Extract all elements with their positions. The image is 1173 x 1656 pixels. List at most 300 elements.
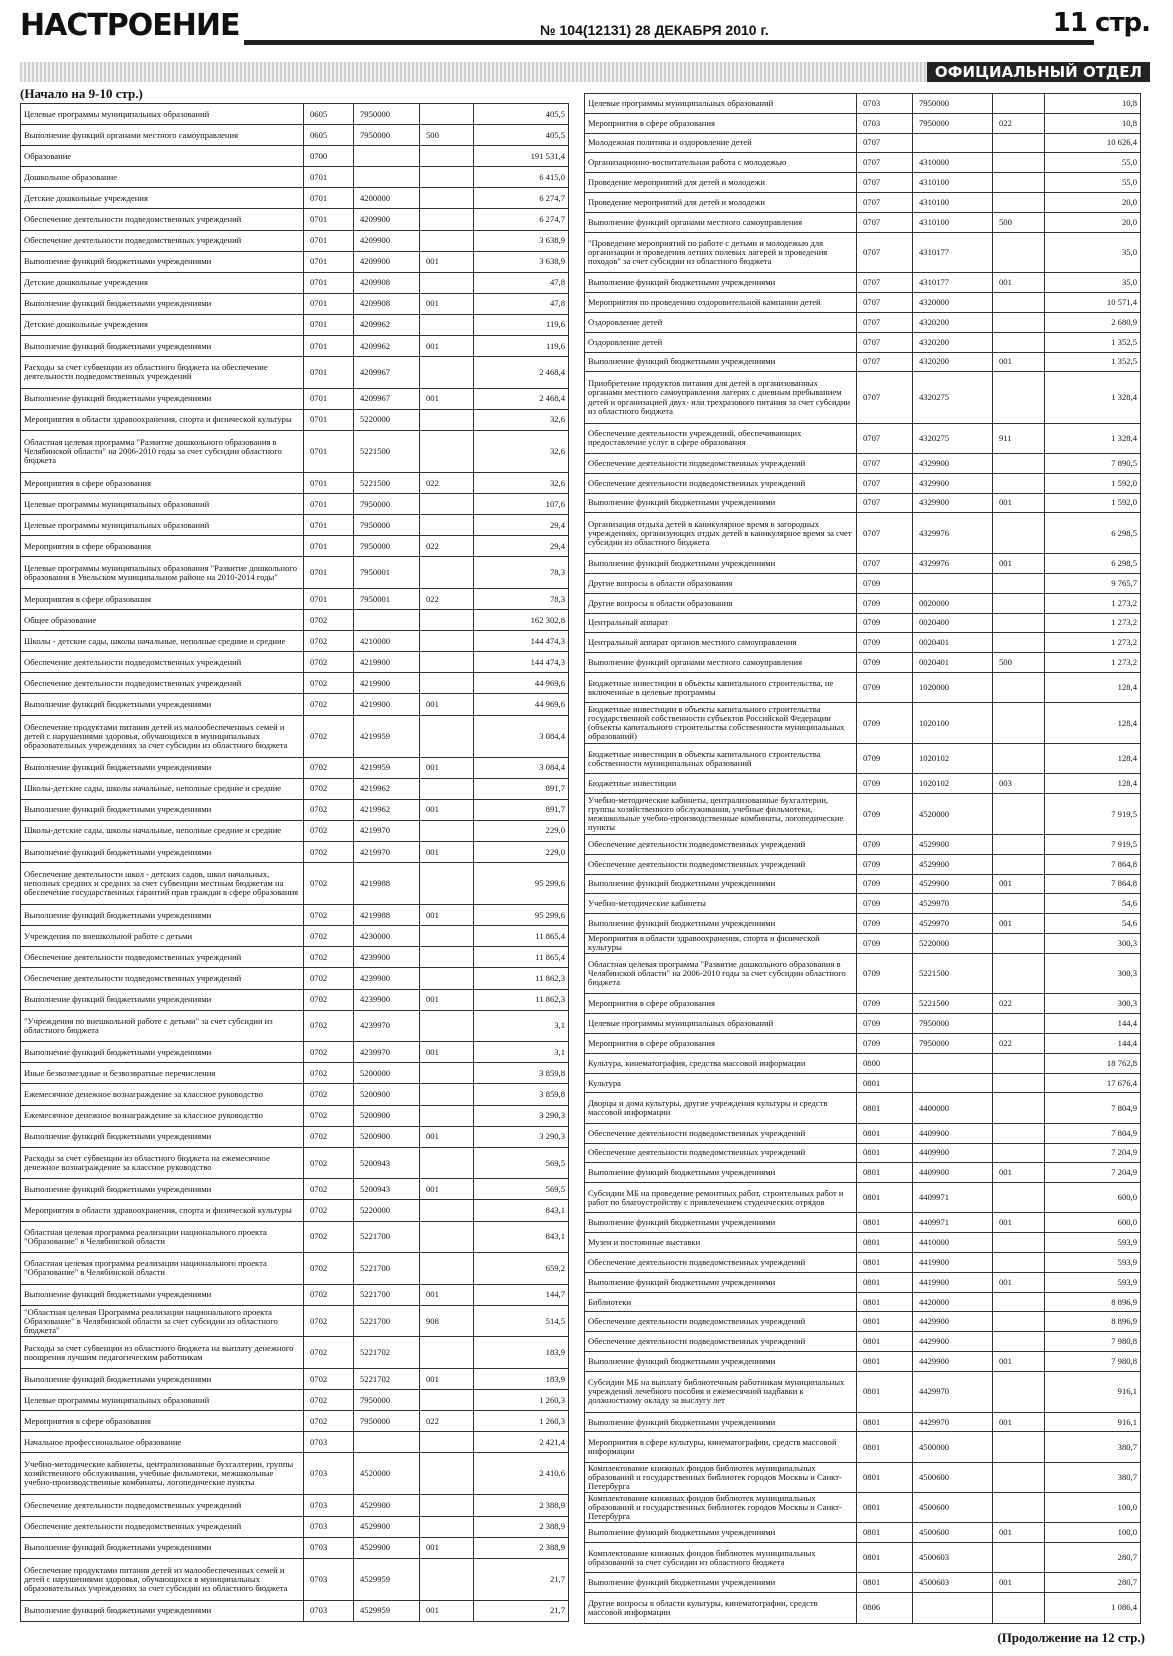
- table-row: [21, 125, 569, 146]
- target-code: 4239900: [354, 968, 420, 989]
- section-code: 0709: [857, 834, 913, 854]
- amount: 107,6: [474, 494, 569, 515]
- target-code: 4420000: [913, 1292, 993, 1312]
- expense-type: 001: [993, 1523, 1045, 1543]
- section-code: 0707: [857, 493, 913, 513]
- table-row: [21, 1253, 569, 1285]
- section-code: 0605: [304, 104, 354, 125]
- table-row: [585, 1352, 1141, 1372]
- amount: 21,7: [474, 1600, 569, 1621]
- expense-type: 001: [420, 757, 474, 778]
- table-row: [21, 820, 569, 841]
- table-row: [21, 715, 569, 757]
- target-code: 7950001: [354, 557, 420, 589]
- section-code: 0702: [304, 1221, 354, 1253]
- amount: 119,6: [474, 314, 569, 335]
- amount: 1 273,2: [1045, 613, 1141, 633]
- table-row: [585, 94, 1141, 114]
- target-code: 4529959: [354, 1558, 420, 1600]
- expense-type: [420, 188, 474, 209]
- amount: 20,0: [1045, 192, 1141, 212]
- expense-type: [993, 744, 1045, 774]
- section-code: 0702: [304, 863, 354, 905]
- expense-type: [420, 1010, 474, 1042]
- target-code: 7950000: [913, 1014, 993, 1034]
- target-code: 4500000: [913, 1432, 993, 1462]
- amount: 29,4: [474, 536, 569, 557]
- target-code: [913, 133, 993, 153]
- table-row: [585, 332, 1141, 352]
- section-code: 0707: [857, 153, 913, 173]
- item-name: Молодежная политика и оздоровление детей: [585, 133, 857, 153]
- section-code: 0702: [304, 1337, 354, 1369]
- table-row: [585, 774, 1141, 794]
- section-code: 0709: [857, 953, 913, 994]
- expense-type: 001: [993, 1352, 1045, 1372]
- amount: 8 896,9: [1045, 1292, 1141, 1312]
- item-name: Выполнение функций бюджетными учреждениями: [585, 1352, 857, 1372]
- section-code: 0707: [857, 453, 913, 473]
- section-code: 0709: [857, 703, 913, 744]
- table-row: [21, 1432, 569, 1453]
- section-code: 0801: [857, 1371, 913, 1412]
- section-code: 0709: [857, 854, 913, 874]
- item-name: Обеспечение деятельности подведомственных учреждений: [585, 1123, 857, 1143]
- expense-type: [420, 357, 474, 389]
- section-title: ОФИЦИАЛЬНЫЙ ОТДЕЛ: [927, 62, 1150, 82]
- target-code: 5221700: [354, 1253, 420, 1285]
- amount: 7 980,8: [1045, 1332, 1141, 1352]
- section-code: 0702: [304, 968, 354, 989]
- section-code: 0701: [304, 388, 354, 409]
- table-row: [585, 933, 1141, 953]
- table-row: [585, 613, 1141, 633]
- target-code: 0020401: [913, 653, 993, 673]
- amount: 1 592,0: [1045, 493, 1141, 513]
- expense-type: [420, 778, 474, 799]
- item-name: Организация отдыха детей в каникулярное время в загородных учреждениях, организующих отдых детей в каникулярное время за счет субсидии из областного бюджета: [585, 513, 857, 554]
- target-code: 4529959: [354, 1600, 420, 1621]
- expense-type: [993, 94, 1045, 114]
- amount: 300,3: [1045, 994, 1141, 1014]
- table-row: [21, 1147, 569, 1179]
- target-code: 4219962: [354, 799, 420, 820]
- table-row: [21, 1126, 569, 1147]
- item-name: Детские дошкольные учреждения: [21, 314, 304, 335]
- section-code: 0801: [857, 1412, 913, 1432]
- target-code: 5220000: [354, 1200, 420, 1221]
- expense-type: [420, 715, 474, 757]
- table-row: [21, 1063, 569, 1084]
- table-row: [21, 673, 569, 694]
- expense-type: [420, 1105, 474, 1126]
- expense-type: [420, 947, 474, 968]
- item-name: Обеспечение деятельности подведомственных учреждений: [585, 834, 857, 854]
- item-name: Мероприятия в сфере образования: [585, 1034, 857, 1054]
- section-code: 0702: [304, 1084, 354, 1105]
- target-code: 4320000: [913, 293, 993, 313]
- table-row: [21, 104, 569, 125]
- amount: 7 804,9: [1045, 1123, 1141, 1143]
- table-row: [21, 757, 569, 778]
- table-row: [585, 834, 1141, 854]
- amount: 35,0: [1045, 232, 1141, 273]
- expense-type: [993, 854, 1045, 874]
- target-code: 4219900: [354, 652, 420, 673]
- item-name: Мероприятия в сфере образования: [21, 588, 304, 609]
- section-code: 0707: [857, 372, 913, 423]
- target-code: 5221702: [354, 1368, 420, 1389]
- target-code: 7950000: [913, 94, 993, 114]
- table-row: [585, 1163, 1141, 1183]
- target-code: 7950000: [354, 125, 420, 146]
- amount: 1 273,2: [1045, 633, 1141, 653]
- item-name: Общее образование: [21, 610, 304, 631]
- table-row: [585, 1332, 1141, 1352]
- item-name: Выполнение функций бюджетными учреждениями: [585, 554, 857, 574]
- item-name: Комплектование книжных фондов библиотек муниципальных образований за счет субсидии из областного бюджета: [585, 1543, 857, 1573]
- amount: 229,0: [474, 842, 569, 863]
- section-code: 0605: [304, 125, 354, 146]
- amount: 6 298,5: [1045, 513, 1141, 554]
- expense-type: [993, 133, 1045, 153]
- target-code: 4320200: [913, 352, 993, 372]
- table-row: [21, 1042, 569, 1063]
- expense-type: [420, 1495, 474, 1516]
- expense-type: [993, 173, 1045, 193]
- section-band: [20, 62, 1150, 82]
- table-row: [21, 388, 569, 409]
- target-code: 5221500: [913, 953, 993, 994]
- section-code: 0801: [857, 1543, 913, 1573]
- amount: 569,5: [474, 1147, 569, 1179]
- item-name: Мероприятия в сфере образования: [585, 994, 857, 1014]
- expense-type: [420, 272, 474, 293]
- amount: 1 260,3: [474, 1390, 569, 1411]
- expense-type: [420, 631, 474, 652]
- target-code: 4219988: [354, 863, 420, 905]
- expense-type: 001: [420, 1537, 474, 1558]
- section-code: 0702: [304, 1179, 354, 1200]
- section-code: 0701: [304, 209, 354, 230]
- target-code: 4529900: [354, 1537, 420, 1558]
- amount: 191 531,4: [474, 146, 569, 167]
- section-code: 0701: [304, 515, 354, 536]
- expense-type: [420, 230, 474, 251]
- table-row: [585, 672, 1141, 702]
- amount: 7 919,5: [1045, 834, 1141, 854]
- item-name: Обеспечение деятельности подведомственных учреждений: [21, 947, 304, 968]
- expense-type: 001: [993, 1573, 1045, 1593]
- expense-type: [420, 610, 474, 631]
- expense-type: [993, 1053, 1045, 1073]
- table-row: [585, 1123, 1141, 1143]
- section-code: 0702: [304, 1305, 354, 1337]
- item-name: Мероприятия в сфере образования: [585, 113, 857, 133]
- table-row: [21, 610, 569, 631]
- target-code: 5200900: [354, 1084, 420, 1105]
- expense-type: [993, 1493, 1045, 1523]
- amount: 3 859,8: [474, 1063, 569, 1084]
- amount: 514,5: [474, 1305, 569, 1337]
- target-code: 5200900: [354, 1126, 420, 1147]
- table-row: [585, 1233, 1141, 1253]
- section-code: 0702: [304, 926, 354, 947]
- item-name: Иные безвозмездные и безвозвратные перечисления: [21, 1063, 304, 1084]
- target-code: 4209900: [354, 251, 420, 272]
- table-row: [585, 513, 1141, 554]
- item-name: Обеспечение деятельности школ - детских садов, школ начальных, неполных средних и средних за счет субвенции местным бюджетам на обеспечение государственных гарантий прав граждан в сфере образования: [21, 863, 304, 905]
- section-code: 0709: [857, 894, 913, 914]
- expense-type: [420, 104, 474, 125]
- target-code: 4429970: [913, 1371, 993, 1412]
- item-name: Музеи и постоянные выставки: [585, 1233, 857, 1253]
- expense-type: [420, 968, 474, 989]
- item-name: Обеспечение деятельности подведомственных учреждений: [585, 453, 857, 473]
- table-row: [585, 192, 1141, 212]
- target-code: 4529900: [913, 874, 993, 894]
- target-code: 0020000: [913, 593, 993, 613]
- expense-type: [420, 1390, 474, 1411]
- target-code: 4329900: [913, 473, 993, 493]
- target-code: [913, 1073, 993, 1093]
- expense-type: [993, 513, 1045, 554]
- target-code: 4209900: [354, 230, 420, 251]
- amount: 32,6: [474, 430, 569, 472]
- table-row: [585, 473, 1141, 493]
- item-name: Школы - детские сады, школы начальные, неполные средние и средние: [21, 631, 304, 652]
- section-code: 0801: [857, 1523, 913, 1543]
- section-code: 0703: [304, 1516, 354, 1537]
- amount: 6 274,7: [474, 209, 569, 230]
- section-code: 0702: [304, 1253, 354, 1285]
- expense-type: 001: [993, 914, 1045, 934]
- amount: 229,0: [474, 820, 569, 841]
- expense-type: 908: [420, 1305, 474, 1337]
- expense-type: [993, 1183, 1045, 1213]
- target-code: 7950001: [354, 588, 420, 609]
- section-code: 0707: [857, 192, 913, 212]
- table-row: [585, 1432, 1141, 1462]
- amount: 3,1: [474, 1010, 569, 1042]
- target-code: 1020100: [913, 703, 993, 744]
- item-name: Мероприятия в сфере образования: [21, 1411, 304, 1432]
- amount: 569,5: [474, 1179, 569, 1200]
- item-name: Выполнение функций бюджетными учреждениями: [21, 799, 304, 820]
- target-code: [913, 573, 993, 593]
- section-code: 0709: [857, 994, 913, 1014]
- expense-type: [993, 672, 1045, 702]
- item-name: Библиотеки: [585, 1292, 857, 1312]
- table-row: [21, 905, 569, 926]
- expense-type: [993, 192, 1045, 212]
- item-name: Оздоровление детей: [585, 332, 857, 352]
- amount: 7 980,8: [1045, 1352, 1141, 1372]
- amount: 10,8: [1045, 113, 1141, 133]
- item-name: Школы-детские сады, школы начальные, неполные средние и средние: [21, 778, 304, 799]
- amount: 6 298,5: [1045, 554, 1141, 574]
- expense-type: 022: [993, 994, 1045, 1014]
- target-code: 4419900: [913, 1272, 993, 1292]
- amount: 128,4: [1045, 744, 1141, 774]
- expense-type: 001: [420, 694, 474, 715]
- amount: 1 352,5: [1045, 352, 1141, 372]
- section-code: 0702: [304, 757, 354, 778]
- target-code: 4329900: [913, 453, 993, 473]
- target-code: 4500600: [913, 1462, 993, 1492]
- target-code: 4209967: [354, 357, 420, 389]
- item-name: Обеспечение деятельности подведомственных учреждений: [585, 1143, 857, 1163]
- amount: 35,0: [1045, 273, 1141, 293]
- amount: 593,9: [1045, 1253, 1141, 1273]
- expense-type: [993, 1093, 1045, 1123]
- item-name: Обеспечение деятельности подведомственных учреждений: [585, 854, 857, 874]
- table-row: [585, 633, 1141, 653]
- item-name: Целевые программы муниципальных образований: [585, 1014, 857, 1034]
- table-row: [21, 1105, 569, 1126]
- section-code: 0703: [304, 1495, 354, 1516]
- table-row: [21, 1305, 569, 1337]
- table-row: [21, 1284, 569, 1305]
- item-name: Мероприятия в области здравоохранения, спорта и физической культуры: [21, 1200, 304, 1221]
- item-name: Мероприятия в области здравоохранения, спорта и физической культуры: [585, 933, 857, 953]
- target-code: 4310100: [913, 173, 993, 193]
- amount: 3 290,3: [474, 1105, 569, 1126]
- amount: 280,7: [1045, 1573, 1141, 1593]
- section-code: 0801: [857, 1462, 913, 1492]
- expense-type: [993, 1253, 1045, 1273]
- target-code: 7950000: [913, 113, 993, 133]
- amount: 78,3: [474, 557, 569, 589]
- expense-type: 001: [993, 273, 1045, 293]
- table-row: [21, 314, 569, 335]
- amount: 144 474,3: [474, 631, 569, 652]
- amount: 11 862,3: [474, 989, 569, 1010]
- newspaper-logo: НАСТРОЕНИЕ: [20, 8, 240, 43]
- amount: 7 864,8: [1045, 854, 1141, 874]
- item-name: Проведение мероприятий для детей и молодежи: [585, 192, 857, 212]
- expense-type: [993, 232, 1045, 273]
- item-name: Другие вопросы в области образования: [585, 573, 857, 593]
- table-row: [585, 153, 1141, 173]
- amount: 2 388,9: [474, 1495, 569, 1516]
- target-code: 4209908: [354, 272, 420, 293]
- section-code: 0701: [304, 230, 354, 251]
- amount: 55,0: [1045, 153, 1141, 173]
- table-row: [21, 778, 569, 799]
- target-code: [913, 1593, 993, 1623]
- amount: 405,5: [474, 125, 569, 146]
- item-name: Выполнение функций бюджетными учреждениями: [21, 1368, 304, 1389]
- item-name: Обеспечение деятельности подведомственных учреждений: [21, 1495, 304, 1516]
- expense-type: 001: [993, 554, 1045, 574]
- section-code: 0703: [304, 1537, 354, 1558]
- amount: 6 274,7: [474, 188, 569, 209]
- target-code: 7950000: [354, 1390, 420, 1411]
- expense-type: 001: [993, 352, 1045, 372]
- expense-type: [993, 1123, 1045, 1143]
- amount: 7 864,8: [1045, 874, 1141, 894]
- section-code: 0701: [304, 167, 354, 188]
- target-code: 4429900: [913, 1352, 993, 1372]
- target-code: 4529900: [913, 834, 993, 854]
- amount: 2 410,6: [474, 1453, 569, 1495]
- section-code: 0702: [304, 1411, 354, 1432]
- item-name: Выполнение функций бюджетными учреждениями: [21, 694, 304, 715]
- section-code: 0801: [857, 1213, 913, 1233]
- item-name: Обеспечение деятельности подведомственных учреждений: [585, 1312, 857, 1332]
- target-code: 5200943: [354, 1147, 420, 1179]
- target-code: 4219900: [354, 694, 420, 715]
- amount: 11 865,4: [474, 947, 569, 968]
- masthead: [20, 8, 1160, 50]
- section-code: 0801: [857, 1493, 913, 1523]
- amount: 32,6: [474, 409, 569, 430]
- table-row: [585, 273, 1141, 293]
- amount: 7 804,9: [1045, 1093, 1141, 1123]
- table-row: [585, 1093, 1141, 1123]
- amount: 1 086,4: [1045, 1593, 1141, 1623]
- expense-type: [420, 209, 474, 230]
- item-name: Областная целевая программа реализации национального проекта "Образование" в Челябинской области: [21, 1221, 304, 1253]
- section-code: 0702: [304, 1284, 354, 1305]
- expense-type: [993, 573, 1045, 593]
- target-code: 7950000: [354, 104, 420, 125]
- expense-type: [420, 820, 474, 841]
- section-code: 0703: [304, 1432, 354, 1453]
- section-code: 0703: [857, 113, 913, 133]
- table-row: [21, 1221, 569, 1253]
- table-row: [21, 357, 569, 389]
- target-code: 4209962: [354, 336, 420, 357]
- table-row: [21, 430, 569, 472]
- item-name: Субсидии МБ на выплату библиотечным работникам муниципальных учреждений лечебного пособия и ежемесячной надбавки к должностному окладу за выслугу лет: [585, 1371, 857, 1412]
- expense-type: [420, 1084, 474, 1105]
- expense-type: [993, 794, 1045, 835]
- expense-type: [993, 1073, 1045, 1093]
- target-code: 4320275: [913, 372, 993, 423]
- table-row: [21, 1495, 569, 1516]
- target-code: [354, 167, 420, 188]
- section-code: 0801: [857, 1292, 913, 1312]
- item-name: Целевые программы муниципальных образований: [21, 515, 304, 536]
- item-name: Субсидии МБ на проведение ремонтных работ, строительных работ и работ по благоустройству с привлечением студенческих отрядов: [585, 1183, 857, 1213]
- target-code: 5221500: [913, 994, 993, 1014]
- table-row: [585, 593, 1141, 613]
- target-code: 7950000: [354, 536, 420, 557]
- target-code: 4320275: [913, 423, 993, 453]
- expense-type: [993, 834, 1045, 854]
- continued-from: (Начало на 9-10 стр.): [20, 86, 143, 101]
- amount: 916,1: [1045, 1412, 1141, 1432]
- item-name: Обеспечение деятельности подведомственных учреждений: [21, 230, 304, 251]
- item-name: Выполнение функций органами местного самоуправления: [21, 125, 304, 146]
- expense-type: [993, 613, 1045, 633]
- target-code: 4239900: [354, 947, 420, 968]
- expense-type: [993, 1593, 1045, 1623]
- amount: 119,6: [474, 336, 569, 357]
- amount: 7 204,9: [1045, 1163, 1141, 1183]
- section-code: 0801: [857, 1272, 913, 1292]
- item-name: Культура, кинематография, средства массовой информации: [585, 1053, 857, 1073]
- table-row: [21, 1179, 569, 1200]
- item-name: Ежемесячное денежное вознаграждение за классное руководство: [21, 1105, 304, 1126]
- amount: 32,6: [474, 473, 569, 494]
- amount: 3 084,4: [474, 715, 569, 757]
- amount: 47,8: [474, 293, 569, 314]
- table-row: [585, 133, 1141, 153]
- target-code: 4219959: [354, 757, 420, 778]
